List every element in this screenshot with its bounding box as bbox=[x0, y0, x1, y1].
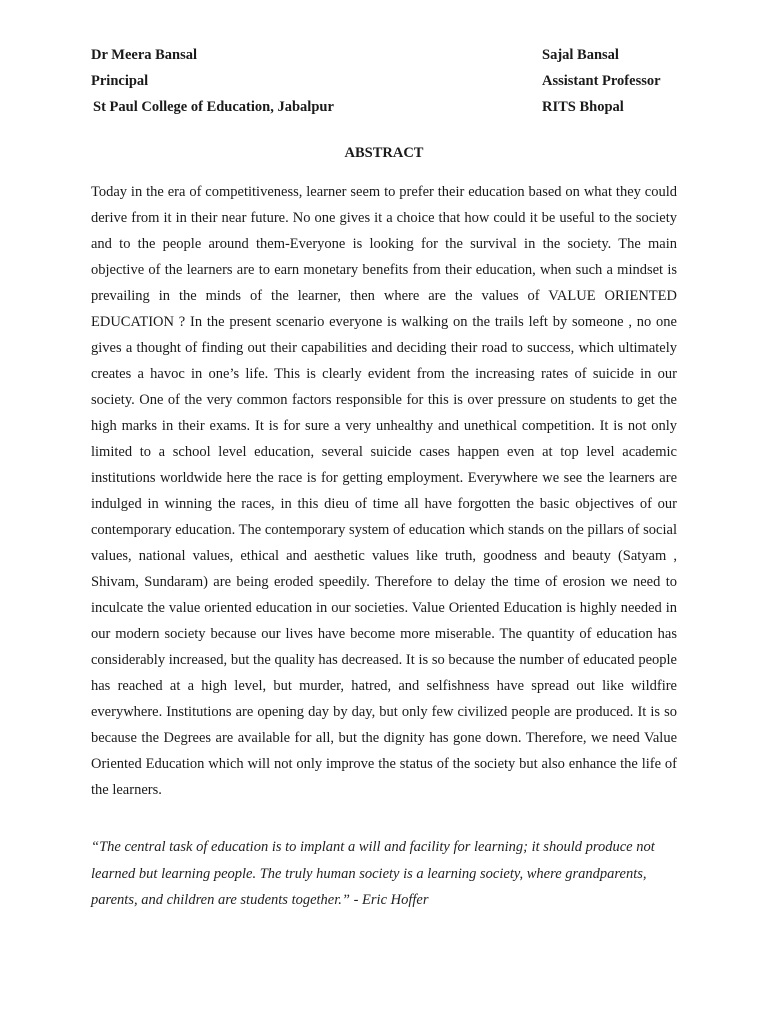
quote-block bbox=[91, 834, 681, 914]
author-right-title: Assistant Professor bbox=[542, 73, 661, 89]
author-right bbox=[542, 42, 661, 120]
abstract-heading: ABSTRACT bbox=[344, 145, 424, 161]
author-left-title: Principal bbox=[91, 73, 149, 89]
quote-attribution: - Eric Hoffer bbox=[349, 892, 429, 908]
author-left-name: Dr Meera Bansal bbox=[91, 47, 198, 63]
author-left-institution: St Paul College of Education, Jabalpur bbox=[93, 99, 334, 115]
author-right-name: Sajal Bansal bbox=[542, 47, 619, 63]
author-right-institution: RITS Bhopal bbox=[542, 99, 624, 115]
author-left bbox=[91, 42, 334, 120]
quote-text: “The central task of education is to implant a will and facility for learning; it should produce not learned but learning people. The truly human society is a learning society, where grandparents, parents, and children are students together.” bbox=[91, 839, 655, 908]
abstract-paragraph: Today in the era of competitiveness, learner seem to prefer their education based on what they could derive from it in their near future. No one gives it a choice that how could it be useful to the society and to the people around them-Everyone is looking for the survival in the society. The main objective of the learners are to earn monetary benefits from their education, when such a mindset is prevailing in the minds of the learner, then where are the values of VALUE ORIENTED EDUCATION ? In the present scenario everyone is walking on the trails left by someone , no one gives a thought of finding out their capabilities and deciding their road to success, which ultimately creates a havoc in one’s life. This is clearly evident from the increasing rates of suicide in our society. One of the very common factors responsible for this is over pressure on students to get the high marks in their exams. It is for sure a very unhealthy and unethical competition. It is not only limited to a school level education, several suicide cases happen even at top level academic institutions worldwide here the race is for getting employment. Everywhere we see the learners are indulged in winning the races, in this dieu of time all have forgotten the basic objectives of our contemporary education. The contemporary system of education which stands on the pillars of social values, national values, ethical and aesthetic values like truth, goodness and beauty (Satyam , Shivam, Sundaram) are being eroded speedily. Therefore to delay the time of erosion we need to inculcate the value oriented education in our societies. Value Oriented Education is highly needed in our modern society because our lives have become more miserable. The quantity of education has considerably increased, but the quality has decreased. It is so because the number of educated people has reached at a high level, but murder, hatred, and selfishness have spread out like wildfire everywhere. Institutions are opening day by day, but only few civilized people are produced. It is so because the Degrees are available for all, but the dignity has gone down. Therefore, we need Value Oriented Education which will not only improve the status of the society but also enhance the life of the learners. bbox=[91, 184, 677, 798]
